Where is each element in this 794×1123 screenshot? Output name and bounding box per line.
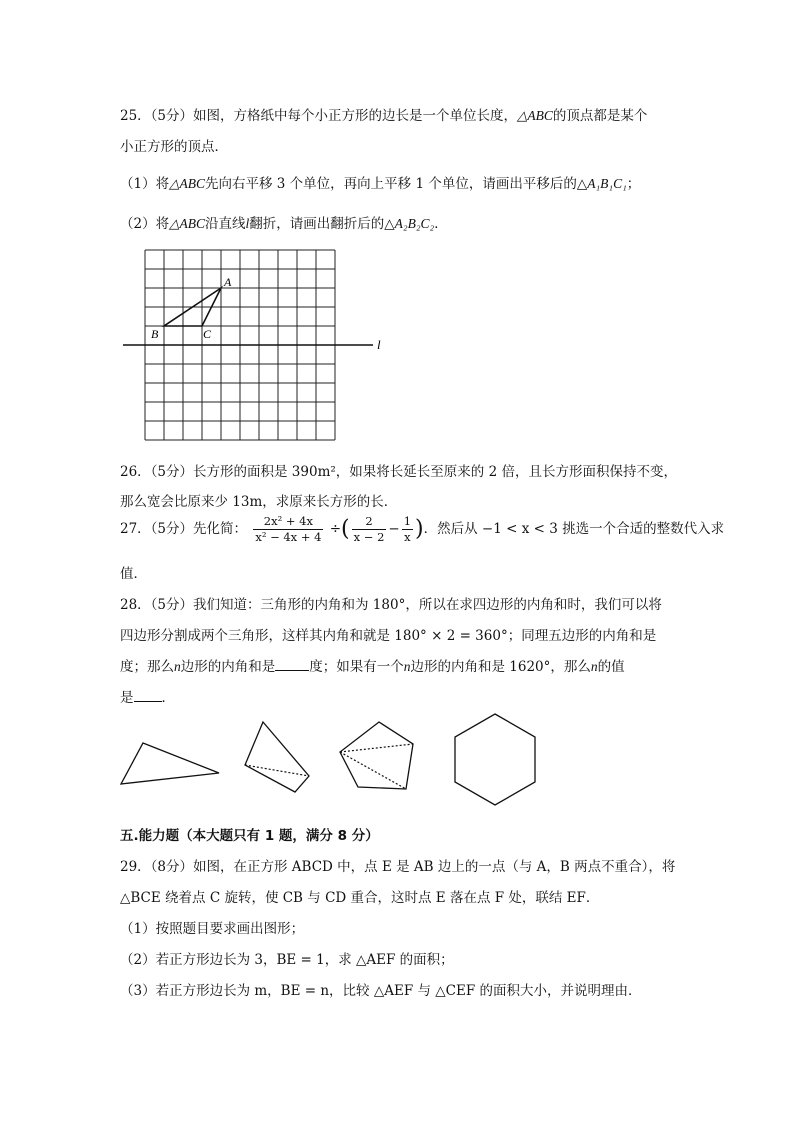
q26-line1: 26．（5分）长方形的面积是 390m²，如果将长延长至原来的 2 倍，且长方形面积保持不变， [120, 464, 677, 480]
fraction-2: $\frac{2}{x - 2}$ [353, 514, 385, 544]
q25-line1: 25．（5分）如图，方格纸中每个小正方形的边长是一个单位长度，△ABC的顶点都是某个 [120, 108, 648, 124]
q25-part1: （1）将△ABC先向右平移 3 个单位，再向上平移 1 个单位，请画出平移后的△A₁B₁C₁； [120, 176, 641, 192]
q25-grid-figure [115, 245, 395, 450]
fraction-1: $\frac{\text{2x² + 4x}}{\text{x² − 4x + 4}}$ [255, 514, 322, 544]
q29-line1: 29．（8分）如图，在正方形 ABCD 中，点 E 是 AB 边上的一点（与 A，B 两点不重合），将 [120, 859, 676, 875]
triangle-shape [121, 743, 219, 784]
q29-part1: （1）按照题目要求画出图形； [120, 921, 305, 937]
q28-line4: 是 ． [120, 690, 175, 706]
pentagon-shape [340, 722, 413, 789]
q27-line1: 27．（5分）先化简： $\frac{\text{2x² + 4x}}{\text{x² − 4x + 4}}$ ÷( $\frac{2}{x - 2}$ − $\frac{1}{x}$ )．然后从 −1 < x < 3 挑选一个合适的整数代入求 [120, 514, 725, 544]
answer-blank-1 [275, 658, 309, 671]
q29-part3: （3）若正方形边长为 m，BE = n，比较 △AEF 与 △CEF 的面积大小，并说明理由． [120, 983, 642, 999]
q27-line2: 值． [120, 566, 147, 582]
label-l: l [377, 337, 381, 352]
q29-part2: （2）若正方形边长为 3，BE = 1，求 △AEF 的面积； [120, 952, 454, 968]
quadrilateral-shape [245, 722, 309, 792]
q28-line2: 四边形分割成两个三角形，这样其内角和就是 180° × 2 = 360°；同理五边形的内角和是 [120, 628, 657, 644]
hexagon-shape [455, 714, 535, 805]
label-a: A [224, 275, 232, 289]
q26-line2: 那么宽会比原来少 13m，求原来长方形的长． [120, 494, 398, 510]
fraction-3: $\frac{1}{x}$ [403, 514, 412, 544]
answer-blank-2 [134, 689, 162, 702]
q28-polygons-figure [115, 710, 545, 810]
q25-part2: （2）将△ABC沿直线l翻折，请画出翻折后的△A₂B₂C₂． [120, 216, 448, 232]
label-c: C [203, 327, 212, 341]
q29-line2: △BCE 绕着点 C 旋转，使 CB 与 CD 重合，这时点 E 落在点 F 处，联结 EF． [120, 890, 600, 906]
q28-line3: 度；那么n边形的内角和是 度；如果有一个n边形的内角和是 1620°，那么n的值 [120, 659, 625, 675]
section5-heading: 五.能力题（本大题只有 1 题，满分 8 分） [120, 828, 379, 844]
q25-line2: 小正方形的顶点． [120, 139, 228, 155]
label-b: B [151, 327, 159, 341]
q28-line1: 28．（5分）我们知道：三角形的内角和为 180°，所以在求四边形的内角和时，我们可以将 [120, 597, 662, 613]
q25-triangle-label: △ABC [517, 108, 553, 123]
